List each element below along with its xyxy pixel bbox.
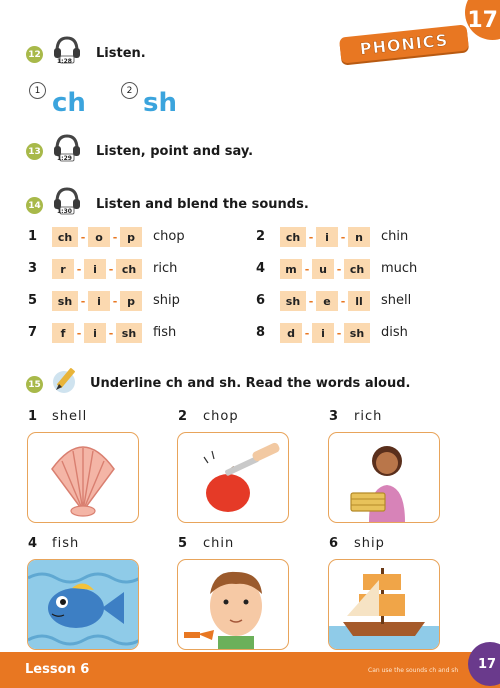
blend-tiles xyxy=(280,291,370,311)
tile-separator: - xyxy=(80,294,86,308)
activity-number-badge: 14 xyxy=(26,197,43,214)
tile-separator: - xyxy=(76,262,82,276)
blend-word: shell xyxy=(381,293,412,308)
tile-separator: - xyxy=(308,294,314,308)
chin-illustration xyxy=(178,560,288,649)
rich-illustration xyxy=(329,433,439,522)
sound-tile: p xyxy=(120,227,142,247)
sound-tile: ch xyxy=(52,227,78,247)
track-label: 1:28 xyxy=(57,58,72,65)
sound-tile: r xyxy=(52,259,74,279)
sound-tile: sh xyxy=(280,291,306,311)
sound-tile: sh xyxy=(52,291,78,311)
sound-tile: d xyxy=(280,323,302,343)
picture-chop xyxy=(177,432,289,523)
sound-tile: i xyxy=(312,323,334,343)
blend-number: 5 xyxy=(28,293,38,308)
tile-separator: - xyxy=(108,326,114,340)
blend-tiles xyxy=(52,291,142,311)
picture-number: 4 xyxy=(28,536,38,551)
blend-word: chin xyxy=(381,229,409,244)
blend-number: 6 xyxy=(256,293,266,308)
activity-number-badge: 13 xyxy=(26,143,43,160)
sound-number: 1 xyxy=(29,82,46,99)
instruction-text: Listen, point and say. xyxy=(96,144,254,159)
tile-separator: - xyxy=(112,294,118,308)
sound-tile: m xyxy=(280,259,302,279)
picture-number: 1 xyxy=(28,409,38,424)
blend-tiles xyxy=(280,323,370,343)
picture-number: 5 xyxy=(178,536,188,551)
tile-separator: - xyxy=(308,230,314,244)
lesson-label: Lesson 6 xyxy=(25,662,90,677)
tile-separator: - xyxy=(80,230,86,244)
blend-tiles xyxy=(52,259,142,279)
sound-tile: ch xyxy=(116,259,142,279)
blend-tiles xyxy=(280,227,370,247)
blend-word: rich xyxy=(153,261,178,276)
blend-number: 1 xyxy=(28,229,38,244)
picture-word: chin xyxy=(203,536,235,551)
blend-number: 8 xyxy=(256,325,266,340)
picture-fish xyxy=(27,559,139,650)
blend-word: chop xyxy=(153,229,185,244)
picture-word: chop xyxy=(203,409,239,424)
tile-separator: - xyxy=(336,262,342,276)
picture-shell xyxy=(27,432,139,523)
instruction-text: Listen and blend the sounds. xyxy=(96,197,309,212)
tile-separator: - xyxy=(304,326,310,340)
picture-chin xyxy=(177,559,289,650)
blend-number: 4 xyxy=(256,261,266,276)
sound-tile: i xyxy=(316,227,338,247)
ship-illustration xyxy=(329,560,439,649)
sound-tile: sh xyxy=(116,323,142,343)
lesson-objective: Can use the sounds ch and sh xyxy=(368,667,459,674)
blend-number: 2 xyxy=(256,229,266,244)
page-number: 17 xyxy=(478,657,497,672)
sound-tile: f xyxy=(52,323,74,343)
blend-tiles xyxy=(52,227,142,247)
blend-word: dish xyxy=(381,325,408,340)
fish-illustration xyxy=(28,560,138,649)
picture-number: 2 xyxy=(178,409,188,424)
activity-number-badge: 15 xyxy=(26,376,43,393)
picture-word: shell xyxy=(52,409,88,424)
blend-word: ship xyxy=(153,293,180,308)
pencil-icon xyxy=(50,364,82,396)
sound-tile: ch xyxy=(280,227,306,247)
phonics-banner-label: PHONICS xyxy=(358,29,450,59)
picture-ship xyxy=(328,559,440,650)
blend-word: fish xyxy=(153,325,177,340)
tile-separator: - xyxy=(336,326,342,340)
tile-separator: - xyxy=(112,230,118,244)
track-label: 1:30 xyxy=(57,208,72,215)
sound-tile: i xyxy=(84,259,106,279)
tile-separator: - xyxy=(76,326,82,340)
corner-page-number: 17 xyxy=(467,8,498,33)
activity-number-badge: 12 xyxy=(26,46,43,63)
phonics-banner xyxy=(339,24,469,63)
picture-rich xyxy=(328,432,440,523)
picture-number: 6 xyxy=(329,536,339,551)
sound-tile: ch xyxy=(344,259,370,279)
chop-illustration xyxy=(178,433,288,522)
sound-tile: n xyxy=(348,227,370,247)
shell-illustration xyxy=(28,433,138,522)
picture-word: rich xyxy=(354,409,383,424)
instruction-text: Listen. xyxy=(96,46,146,61)
sound-tile: u xyxy=(312,259,334,279)
tile-separator: - xyxy=(340,294,346,308)
tile-separator: - xyxy=(108,262,114,276)
sound-tile: ll xyxy=(348,291,370,311)
tile-separator: - xyxy=(304,262,310,276)
sound-sh: sh xyxy=(143,88,177,118)
sound-tile: i xyxy=(84,323,106,343)
picture-word: ship xyxy=(354,536,385,551)
sound-tile: p xyxy=(120,291,142,311)
blend-tiles xyxy=(52,323,142,343)
blend-number: 3 xyxy=(28,261,38,276)
blend-word: much xyxy=(381,261,418,276)
sound-tile: i xyxy=(88,291,110,311)
blend-number: 7 xyxy=(28,325,38,340)
sound-tile: o xyxy=(88,227,110,247)
sound-tile: e xyxy=(316,291,338,311)
tile-separator: - xyxy=(340,230,346,244)
track-label: 1:29 xyxy=(57,155,72,162)
picture-number: 3 xyxy=(329,409,339,424)
sound-ch: ch xyxy=(52,88,86,118)
instruction-text: Underline ch and sh. Read the words aloud. xyxy=(90,376,411,391)
picture-word: fish xyxy=(52,536,80,551)
blend-tiles xyxy=(280,259,370,279)
sound-number: 2 xyxy=(121,82,138,99)
sound-tile: sh xyxy=(344,323,370,343)
